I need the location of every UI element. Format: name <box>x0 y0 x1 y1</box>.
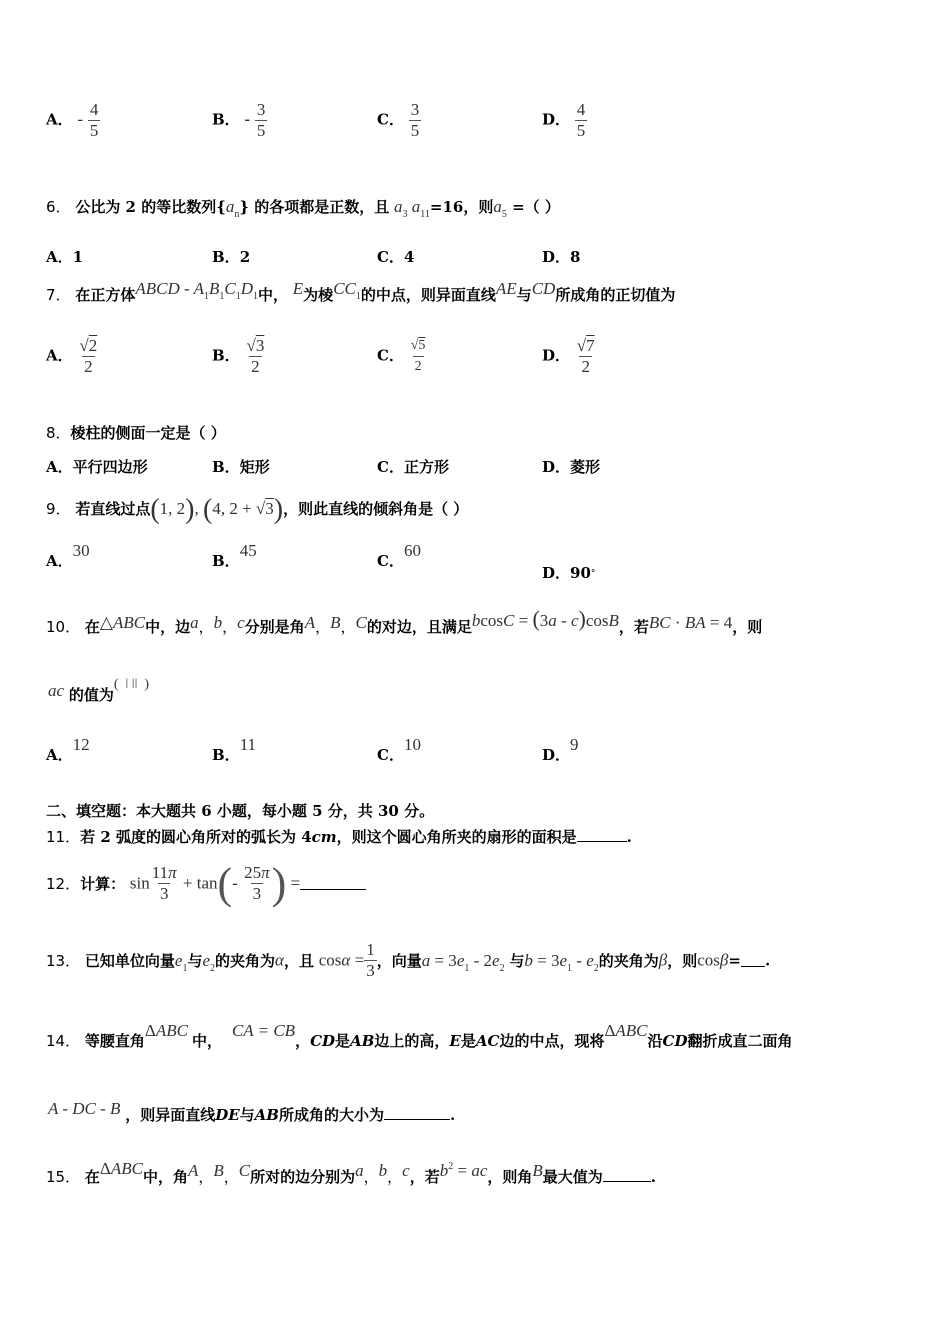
q8-option-c: C．正方形 <box>377 458 449 476</box>
q7-option-d: D． $\frac{√7}{2}$ <box>542 336 595 376</box>
q6-option-d: D．8 <box>542 248 581 266</box>
q6-option-b: B．2 <box>212 248 251 266</box>
q10-option-c: C．10 <box>377 735 421 764</box>
q10-option-d: D．9 <box>542 735 579 764</box>
q8-option-d: D．菱形 <box>542 458 601 476</box>
question-11: 11．若 2 弧度的圆心角所对的弧长为 4cm，则这个圆心角所夹的扇形的面积是 . <box>46 828 632 846</box>
section-2-title: 二、填空题：本大题共 6 小题，每小题 5 分，共 30 分。 <box>46 802 435 820</box>
q5-option-b: B． - $\frac{3}{5}$ <box>212 100 266 140</box>
question-14-cont: A - DC - B ，则异面直线DE与AB所成角的大小为 . <box>48 1099 456 1124</box>
q6-option-a: A．1 <box>46 248 84 266</box>
question-8: 8．棱柱的侧面一定是（ ） <box>46 424 226 442</box>
q10-option-a: A．12 <box>46 735 90 764</box>
q9-option-c: C．60 <box>377 541 421 570</box>
q9-option-b: B．45 <box>212 541 257 570</box>
q9-option-d: D．90° <box>542 564 596 582</box>
q7-option-c: C． $\frac{√5}{2}$ <box>377 336 427 377</box>
q7-option-a: A． $\frac{√2}{2}$ <box>46 336 98 376</box>
q6-option-c: C．4 <box>377 248 415 266</box>
q9-option-a: A．30 <box>46 541 90 570</box>
q5-option-c: C． $\frac{3}{5}$ <box>377 100 420 140</box>
fraction: $\frac{4}{5}$ <box>89 100 99 140</box>
fraction: $\frac{4}{5}$ <box>576 100 586 140</box>
fraction: $\frac{3}{5}$ <box>410 100 420 140</box>
fraction: $\frac{3}{5}$ <box>256 100 266 140</box>
q5-option-d: D． $\frac{4}{5}$ <box>542 100 586 140</box>
q8-option-a: A．平行四边形 <box>46 458 148 476</box>
q8-option-b: B．矩形 <box>212 458 270 476</box>
q10-option-b: B．11 <box>212 735 257 764</box>
q7-option-b: B． $\frac{√3}{2}$ <box>212 336 265 376</box>
question-10-cont: ac 的值为( ǀ ǀǀ ) <box>48 677 150 704</box>
question-13: 13． 已知单位向量$e_1$与$e_2$的夹角为α，且 cosα = $\frac{1}{3}$ ，向量$a = 3e_1 - 2e_2$ 与$b = 3e_1 - e_2$的夹角为β，则cosβ= . <box>46 940 771 980</box>
question-12: 12．计算： sin $\frac{11\pi}{3}$ + tan(- $\frac{25\pi}{3}$ ) = <box>46 858 366 909</box>
question-9: 9． 若直线过点(1, 2), (4, 2 + √3)，则此直线的倾斜角是（ ） <box>46 494 469 525</box>
question-14: 14． 等腰直角ΔABC中，CA = CB，CD是AB边上的高，E是AC边的中点，现将ΔABC沿CD翻折成直二面角 <box>46 1021 793 1050</box>
question-15: 15． 在ΔABC中，角A，B，C所对的边分别为a，b，c，若$b^2$ = ac，则角B最大值为 . <box>46 1159 657 1186</box>
question-10: 10． 在△ABC中，边a，b，c分别是角A，B，C的对边，且满足bcosC = (3a - c)cosB，若BC · BA = 4，则 <box>46 606 763 636</box>
question-6: 6． 公比为 2 的等比数列$\{a_n\}$ 的各项都是正数，且 $a_3$ $a_{11}=16$，则$a_5$ =（ ） <box>46 197 560 220</box>
q5-option-a: A． - $\frac{4}{5}$ <box>46 100 99 140</box>
question-7: 7． 在正方体ABCD - $A_1B_1C_1D_1$中， E为棱$CC_1$的中点，则异面直线AE与CD所成角的正切值为 <box>46 279 676 304</box>
